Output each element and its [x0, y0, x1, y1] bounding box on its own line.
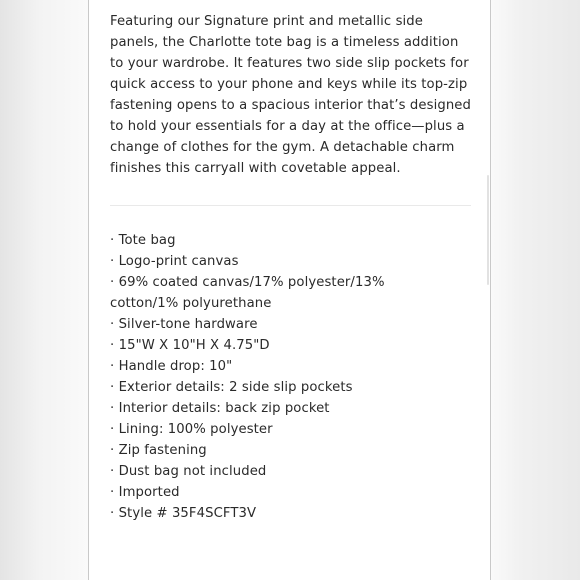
detail-item: · Imported: [110, 485, 180, 500]
detail-item: · Lining: 100% polyester: [110, 422, 273, 437]
detail-item: · Zip fastening: [110, 443, 207, 458]
section-divider: [110, 205, 471, 206]
detail-item: · 15"W X 10"H X 4.75"D: [110, 338, 270, 353]
product-details-list: [110, 230, 450, 524]
product-description-text: Featuring our Signature print and metallic side panels, the Charlotte tote bag is a timeless addition to your wardrobe. It features two side slip pockets for quick access to your phone and keys while its top-zip fastening opens to a spacious interior that’s designed to hold your essentials for a day at the office—plus a change of clothes for the gym. A detachable charm finishes this carryall with covetable appeal.: [110, 14, 471, 176]
scrollbar-indicator[interactable]: [487, 175, 489, 285]
detail-item: · Handle drop: 10": [110, 359, 233, 374]
detail-item: · Exterior details: 2 side slip pockets: [110, 380, 353, 395]
detail-item: · Style # 35F4SCFT3V: [110, 506, 257, 521]
detail-item: · Dust bag not included: [110, 464, 267, 479]
detail-item: · Silver-tone hardware: [110, 317, 258, 332]
detail-item: · 69% coated canvas/17% polyester/13% cotton/1% polyurethane: [110, 275, 385, 311]
detail-item: · Tote bag: [110, 233, 176, 248]
detail-item: · Interior details: back zip pocket: [110, 401, 330, 416]
detail-item: · Logo-print canvas: [110, 254, 239, 269]
